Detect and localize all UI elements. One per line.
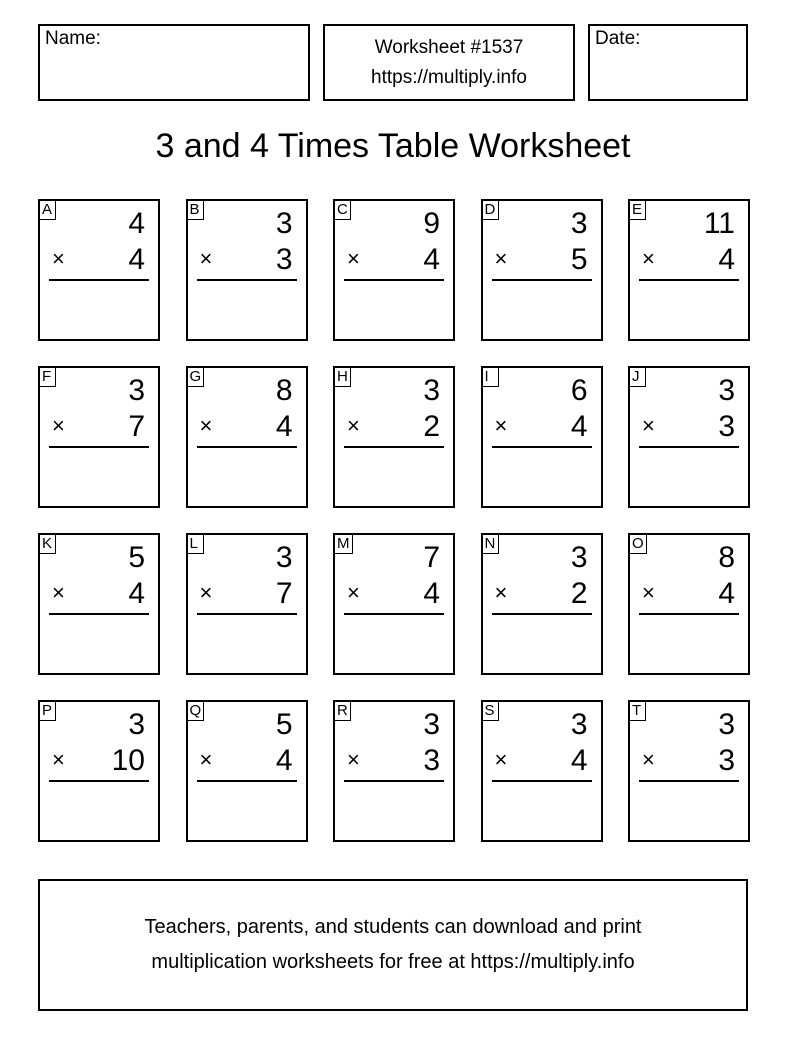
multiplier: 3 (718, 410, 735, 443)
problem-card[interactable] (333, 700, 455, 842)
times-sign: × (52, 413, 65, 438)
answer-line (197, 446, 297, 448)
problem-label: F (39, 367, 56, 387)
multiplicand: 7 (423, 541, 440, 574)
answer-line (639, 780, 739, 782)
problem-label: M (334, 534, 353, 554)
times-sign: × (52, 747, 65, 772)
multiplier: 4 (128, 243, 145, 276)
answer-line (639, 279, 739, 281)
problem-card[interactable] (333, 199, 455, 341)
problem-card[interactable] (333, 533, 455, 675)
problem-label: B (187, 200, 204, 220)
problem-label: N (482, 534, 499, 554)
problem-card[interactable] (38, 199, 160, 341)
multiplicand: 3 (718, 708, 735, 741)
times-sign: × (494, 246, 508, 271)
multiplier: 7 (128, 410, 145, 443)
multiplier: 10 (111, 744, 145, 777)
multiplier: 7 (275, 577, 293, 610)
name-field[interactable] (38, 24, 310, 101)
multiplier: 3 (423, 744, 440, 777)
problem-card[interactable] (628, 199, 750, 341)
answer-line (197, 279, 297, 281)
multiplicand: 11 (703, 207, 735, 240)
times-sign: × (494, 747, 508, 772)
date-label: Date: (595, 28, 641, 49)
problem-card[interactable] (186, 366, 308, 508)
multiplier: 5 (570, 243, 588, 276)
multiplicand: 4 (128, 207, 145, 240)
answer-line (197, 780, 297, 782)
answer-line (492, 780, 592, 782)
multiplier: 4 (570, 410, 588, 443)
multiplicand: 3 (128, 708, 145, 741)
problem-label: G (187, 367, 205, 387)
multiplicand: 9 (423, 207, 440, 240)
problem-card[interactable] (628, 700, 750, 842)
times-sign: × (642, 413, 655, 438)
times-sign: × (199, 747, 213, 772)
multiplicand: 5 (275, 708, 293, 741)
problem-card[interactable] (186, 533, 308, 675)
problem-card[interactable] (628, 533, 750, 675)
problem-card[interactable] (186, 199, 308, 341)
multiplicand: 3 (423, 708, 440, 741)
problem-card[interactable] (628, 366, 750, 508)
multiplier: 3 (718, 744, 735, 777)
problem-label: L (187, 534, 204, 554)
multiplicand: 3 (128, 374, 145, 407)
problem-card[interactable] (38, 366, 160, 508)
multiplier: 4 (570, 744, 588, 777)
multiplicand: 6 (570, 374, 588, 407)
multiplicand: 3 (570, 207, 588, 240)
answer-line (639, 446, 739, 448)
problem-label: D (482, 200, 499, 220)
multiplicand: 3 (570, 708, 588, 741)
footer-line-2: multiplication worksheets for free at https://multiply.info (151, 951, 635, 973)
problem-grid (38, 199, 750, 844)
multiplier: 4 (423, 577, 440, 610)
problem-label: H (334, 367, 351, 387)
problem-card[interactable] (333, 366, 455, 508)
answer-line (197, 613, 297, 615)
times-sign: × (642, 747, 655, 772)
multiplier: 4 (423, 243, 440, 276)
multiplier: 4 (718, 243, 735, 276)
problem-label: K (39, 534, 56, 554)
problem-label: J (629, 367, 646, 387)
times-sign: × (199, 246, 213, 271)
times-sign: × (199, 580, 213, 605)
multiplier: 3 (275, 243, 293, 276)
worksheet-url: https://multiply.info (371, 67, 527, 88)
multiplier: 4 (718, 577, 735, 610)
multiplicand: 3 (275, 207, 293, 240)
multiplier: 4 (128, 577, 145, 610)
answer-line (49, 613, 149, 615)
answer-line (344, 780, 444, 782)
times-sign: × (199, 413, 213, 438)
problem-card[interactable] (38, 700, 160, 842)
answer-line (49, 446, 149, 448)
multiplicand: 8 (275, 374, 293, 407)
answer-line (344, 613, 444, 615)
problem-label: E (629, 200, 646, 220)
answer-line (49, 279, 149, 281)
problem-card[interactable] (481, 199, 603, 341)
multiplicand: 3 (718, 374, 735, 407)
worksheet-number: Worksheet #1537 (374, 37, 524, 58)
times-sign: × (347, 580, 360, 605)
answer-line (492, 279, 592, 281)
problem-label: O (629, 534, 647, 554)
problem-label: Q (187, 701, 205, 721)
times-sign: × (642, 246, 655, 271)
multiplicand: 3 (570, 541, 588, 574)
answer-line (49, 780, 149, 782)
problem-label: A (39, 200, 56, 220)
multiplier: 4 (275, 410, 293, 443)
multiplicand: 5 (128, 541, 145, 574)
times-sign: × (347, 747, 360, 772)
multiplier: 4 (275, 744, 293, 777)
times-sign: × (494, 580, 508, 605)
worksheet-info (323, 24, 575, 101)
problem-label: R (334, 701, 351, 721)
problem-card[interactable] (481, 366, 603, 508)
problem-card[interactable] (481, 700, 603, 842)
problem-card[interactable] (186, 700, 308, 842)
page-title: 3 and 4 Times Table Worksheet (155, 127, 631, 165)
multiplicand: 3 (423, 374, 440, 407)
footer-box (38, 879, 748, 1011)
times-sign: × (52, 246, 65, 271)
answer-line (492, 613, 592, 615)
problem-label: I (482, 367, 499, 387)
name-label: Name: (45, 28, 101, 49)
times-sign: × (642, 580, 655, 605)
date-field[interactable] (588, 24, 748, 101)
times-sign: × (347, 413, 360, 438)
problem-card[interactable] (481, 533, 603, 675)
problem-card[interactable] (38, 533, 160, 675)
answer-line (344, 446, 444, 448)
multiplicand: 3 (275, 541, 293, 574)
multiplicand: 8 (718, 541, 735, 574)
multiplier: 2 (570, 577, 588, 610)
problem-label: C (334, 200, 351, 220)
answer-line (639, 613, 739, 615)
problem-label: S (482, 701, 499, 721)
times-sign: × (347, 246, 360, 271)
times-sign: × (494, 413, 508, 438)
answer-line (492, 446, 592, 448)
problem-label: P (39, 701, 56, 721)
multiplier: 2 (423, 410, 440, 443)
footer-line-1: Teachers, parents, and students can download and print (144, 916, 642, 938)
times-sign: × (52, 580, 65, 605)
answer-line (344, 279, 444, 281)
problem-label: T (629, 701, 646, 721)
